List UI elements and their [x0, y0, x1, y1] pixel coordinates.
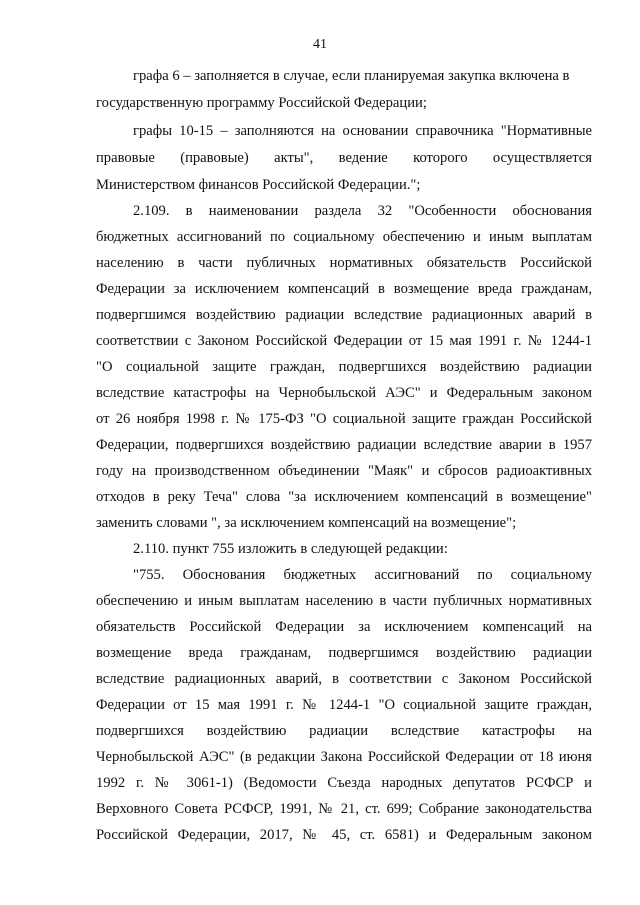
- text-line: обеспечению и иным выплатам населению в части публичных нормативных: [96, 593, 592, 609]
- text-line: 1992 г. № 3061-1) (Ведомости Съезда народных депутатов РСФСР и: [96, 775, 592, 791]
- text-line: государственную программу Российской Федерации;: [96, 95, 427, 111]
- text-line: Чернобыльской АЭС" (в редакции Закона Российской Федерации от 18 июня: [96, 749, 592, 765]
- text-line: Верховного Совета РСФСР, 1991, № 21, ст. 699; Собрание законодательства: [96, 801, 592, 817]
- text-line: соответствии с Законом Российской Федерации от 15 мая 1991 г. № 1244-1: [96, 333, 592, 349]
- text-line: обязательств Российской Федерации за исключением компенсаций на: [96, 619, 592, 635]
- text-line: отходов в реку Теча" слова "за исключением компенсаций в возмещение": [96, 489, 592, 505]
- text-line: Федерации за исключением компенсаций в возмещение вреда гражданам,: [96, 281, 592, 297]
- text-line: заменить словами ", за исключением компенсаций на возмещение";: [96, 515, 517, 531]
- text-line: бюджетных ассигнований по социальному обеспечению и иным выплатам: [96, 229, 592, 245]
- text-line: подвергшихся воздействию радиации вследствие катастрофы на: [96, 723, 592, 739]
- page-number: 41: [313, 37, 327, 52]
- text-line: Российской Федерации, 2017, № 45, ст. 6581) и Федеральным законом: [96, 827, 592, 843]
- text-line: "О социальной защите граждан, подвергшихся воздействию радиации: [96, 359, 592, 375]
- text-line: правовые (правовые) акты", ведение которого осуществляется: [96, 150, 592, 166]
- text-line: "755. Обоснования бюджетных ассигнований по социальному: [133, 567, 592, 583]
- text-line: вследствие радиационных аварий, в соответствии с Законом Российской: [96, 671, 592, 687]
- text-line: возмещение вреда гражданам, подвергшимся воздействию радиации: [96, 645, 592, 661]
- text-line: Министерством финансов Российской Федерации.";: [96, 177, 421, 193]
- text-line: Федерации, подвергшихся воздействию радиации вследствие аварии в 1957: [96, 437, 592, 453]
- text-line: вследствие катастрофы на Чернобыльской АЭС" и Федеральным законом: [96, 385, 592, 401]
- text-line: 2.110. пункт 755 изложить в следующей редакции:: [133, 541, 448, 557]
- text-line: графа 6 – заполняется в случае, если планируемая закупка включена в: [133, 68, 570, 84]
- text-line: графы 10-15 – заполняются на основании справочника "Нормативные: [133, 123, 592, 139]
- text-line: году на производственном объединении "Маяк" и сбросов радиоактивных: [96, 463, 592, 479]
- text-line: 2.109. в наименовании раздела 32 "Особенности обоснования: [133, 203, 592, 219]
- text-line: населению в части публичных нормативных обязательств Российской: [96, 255, 592, 271]
- text-line: от 26 ноября 1998 г. № 175-ФЗ "О социальной защите граждан Российской: [96, 411, 592, 427]
- text-line: Федерации от 15 мая 1991 г. № 1244-1 "О социальной защите граждан,: [96, 697, 592, 713]
- text-line: подвергшимся воздействию радиации вследствие радиационных аварий в: [96, 307, 592, 323]
